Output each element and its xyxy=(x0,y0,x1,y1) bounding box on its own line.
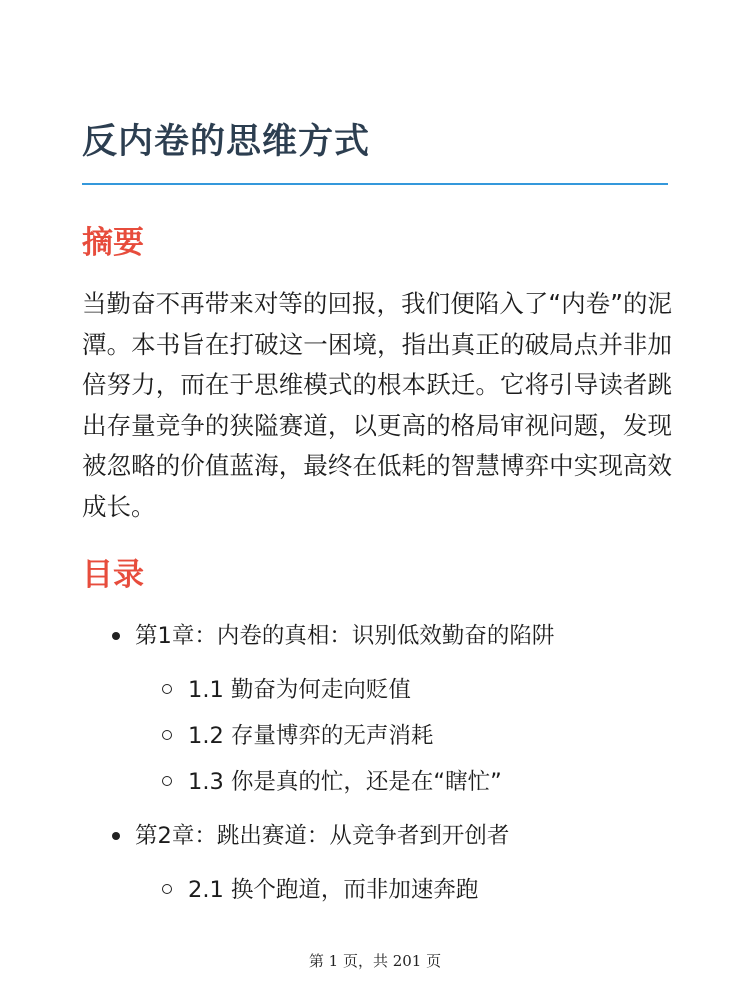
toc-section-1-1[interactable] xyxy=(0,670,750,710)
bullet-dot-icon xyxy=(112,832,120,840)
bullet-circle-icon xyxy=(162,884,172,894)
section-label: 1.2 存量博弈的无声消耗 xyxy=(188,723,434,749)
toc-section-2-1[interactable] xyxy=(0,870,750,910)
title-divider xyxy=(82,183,668,185)
chapter-label: 第2章：跳出赛道：从竞争者到开创者 xyxy=(135,823,510,849)
table-of-contents xyxy=(0,616,750,924)
toc-chapter-1-sections xyxy=(0,670,750,802)
abstract-paragraph: 当勤奋不再带来对等的回报，我们便陷入了“内卷”的泥潭。本书旨在打破这一困境，指出真正的破局点并非加倍努力，而在于思维模式的根本跃迁。它将引导读者跳出存量竞争的狭隘赛道，以更高的格局审视问题，发现被忽略的价值蓝海，最终在低耗的智慧博弈中实现高效成长。 xyxy=(82,289,672,521)
toc-section-1-3[interactable] xyxy=(0,762,750,802)
bullet-dot-icon xyxy=(112,632,120,640)
page-indicator: 第 1 页，共 201 页 xyxy=(308,952,442,970)
toc-section-1-2[interactable] xyxy=(0,716,750,756)
document-title: 反内卷的思维方式 xyxy=(82,122,371,162)
toc-chapter-2-sections xyxy=(0,870,750,910)
chapter-label: 第1章：内卷的真相：识别低效勤奋的陷阱 xyxy=(135,623,555,649)
bullet-circle-icon xyxy=(162,776,172,786)
section-label: 1.1 勤奋为何走向贬值 xyxy=(188,677,411,703)
abstract-heading: 摘要 xyxy=(82,225,144,261)
bullet-circle-icon xyxy=(162,684,172,694)
bullet-circle-icon xyxy=(162,730,172,740)
toc-chapter-2[interactable] xyxy=(0,816,750,856)
section-label: 2.1 换个跑道，而非加速奔跑 xyxy=(188,877,479,903)
section-label: 1.3 你是真的忙，还是在“瞎忙” xyxy=(188,769,502,795)
toc-heading: 目录 xyxy=(82,557,144,593)
toc-chapter-1[interactable] xyxy=(0,616,750,656)
